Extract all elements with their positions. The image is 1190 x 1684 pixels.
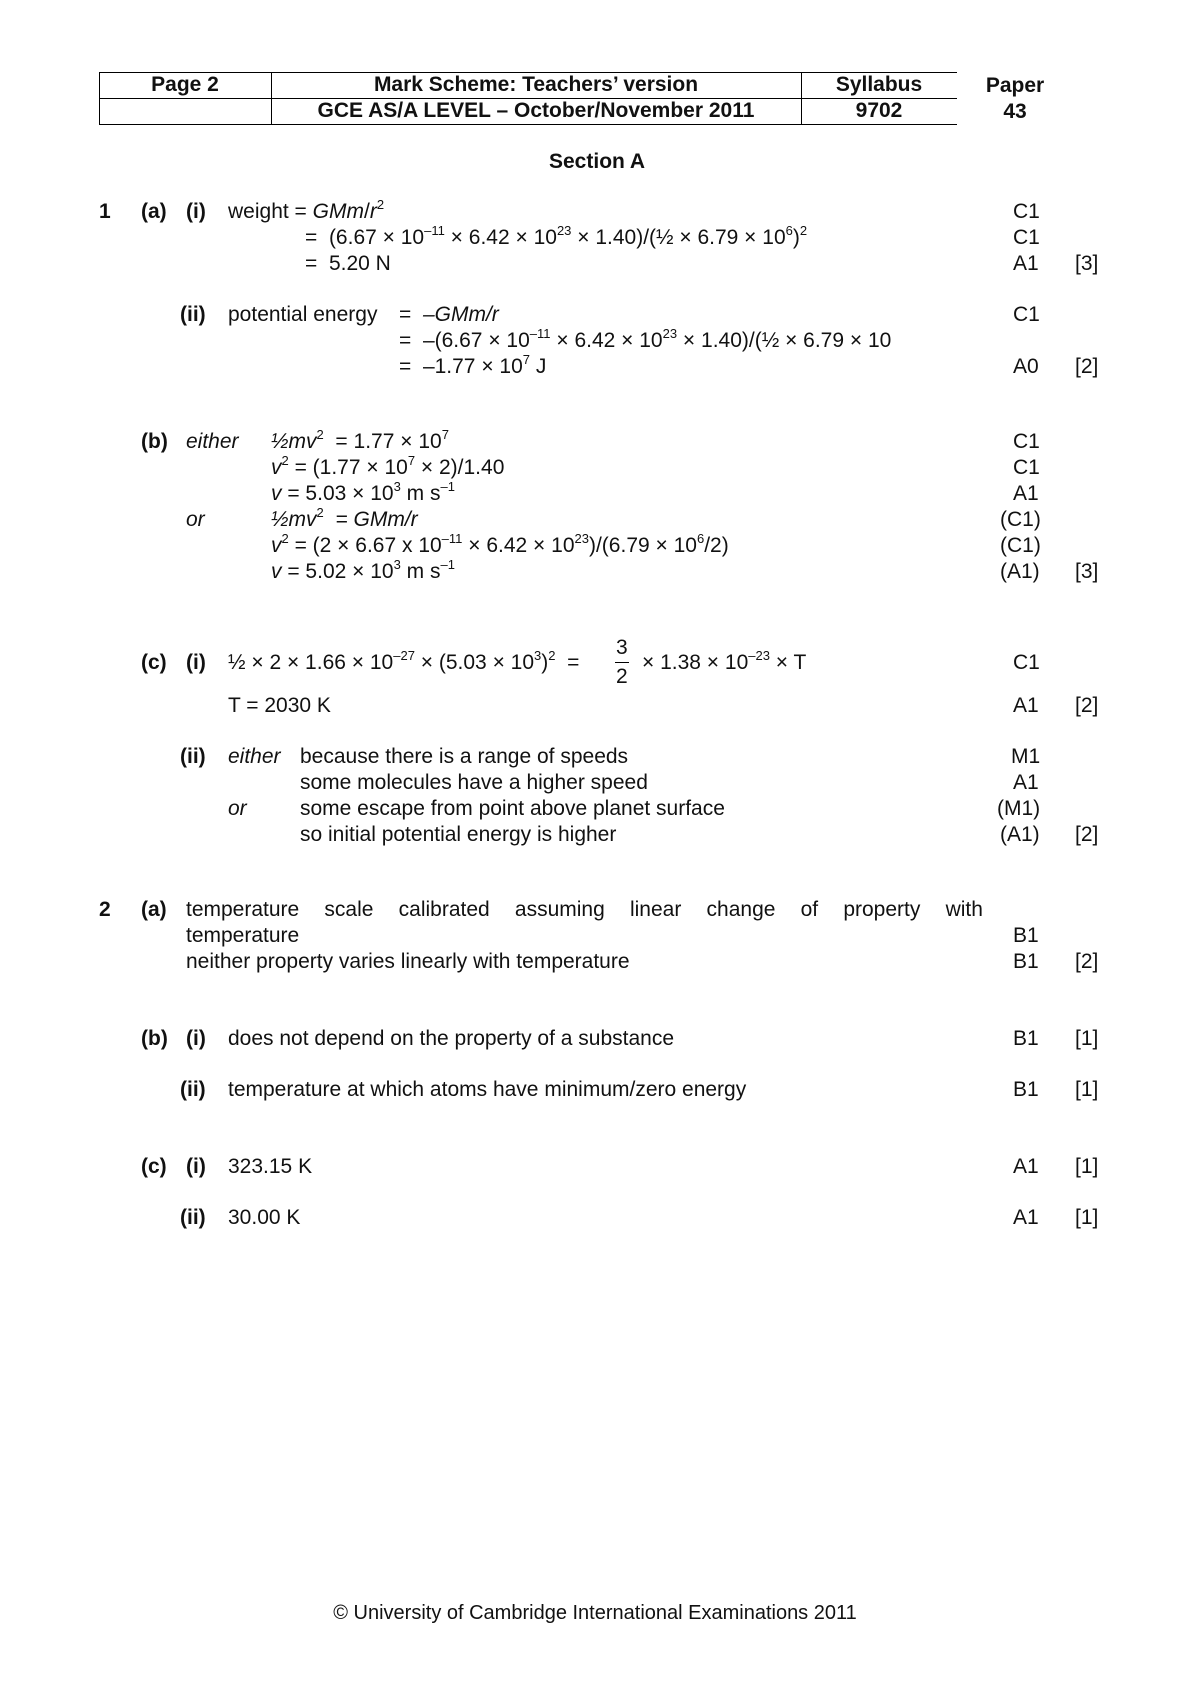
mark: B1: [1013, 1078, 1039, 1101]
section-title: Section A: [549, 150, 646, 173]
q1a-i-label: (i): [186, 200, 206, 223]
mark: B1: [1013, 1027, 1039, 1050]
total-marks: [2]: [1075, 823, 1099, 846]
paper-label: Paper: [985, 74, 1045, 97]
mark: (A1): [1000, 823, 1040, 846]
mark: A1: [1013, 771, 1039, 794]
total-marks: [3]: [1075, 560, 1099, 583]
mark: C1: [1013, 456, 1040, 479]
q1a-ii-label: (ii): [180, 303, 206, 326]
mark: A1: [1013, 252, 1039, 275]
mark: M1: [1011, 745, 1041, 768]
q2c-ii-text: 30.00 K: [228, 1206, 301, 1229]
q1c-ii-line3: some escape from point above planet surface: [300, 797, 725, 820]
mark: A1: [1013, 482, 1039, 505]
total-marks: [3]: [1075, 252, 1099, 275]
total-marks: [1]: [1075, 1206, 1099, 1229]
q1b-line4: $\frac{1}{2}mv^2 = GMm/r$: [271, 505, 418, 531]
total-marks: [2]: [1075, 694, 1099, 717]
mark: (A1): [1000, 560, 1040, 583]
q1b-line6: $v = 5.02 \times 10^3$ m $s^{-1}$: [271, 557, 455, 583]
q1c-i-line1-rhs: × $1.38 \times 10^{-23} \times T$: [642, 648, 807, 674]
syllabus-code: 9702: [855, 99, 903, 122]
q2a-line2: temperature: [186, 924, 300, 947]
header-table: [99, 72, 957, 124]
q1a-ii-pe-label: potential energy: [228, 303, 378, 326]
q1a-i-line1: weight = GMm/$r^2$: [228, 197, 385, 223]
q1b-line1: $\frac{1}{2}mv^2 = 1.77 \times 10^7$: [271, 427, 449, 453]
q1c-i-label: (i): [186, 651, 206, 674]
either-label: either: [228, 745, 281, 768]
either-label: either: [186, 430, 239, 453]
q2b-ii-label: (ii): [180, 1078, 206, 1101]
mark: (C1): [1000, 508, 1041, 531]
q2c-ii-label: (ii): [180, 1206, 206, 1229]
q1a-label: (a): [141, 200, 167, 223]
q1c-ii-line1: because there is a range of speeds: [300, 745, 629, 768]
mark: A1: [1013, 1155, 1039, 1178]
q1c-ii-label: (ii): [180, 745, 206, 768]
page-number: Page 2: [151, 73, 219, 96]
q2b-ii-text: temperature at which atoms have minimum/zero energy: [228, 1078, 747, 1101]
mark: C1: [1013, 430, 1040, 453]
q1b-line5: $v^2 = (2 \times 6.67$ x $10^{-11} \times 6.42 \times 10^{23})/(6.79 \times 10^6/2)$: [271, 531, 729, 557]
question-number-1: 1: [99, 200, 111, 223]
total-marks: [1]: [1075, 1155, 1099, 1178]
or-label: or: [186, 508, 205, 531]
fraction-numerator: 3: [616, 636, 628, 659]
q1a-i-line3: = 5.20 N: [305, 252, 391, 275]
q1a-ii-line1: = –GMm/r: [399, 303, 499, 326]
mark: A1: [1013, 1206, 1039, 1229]
mark: (C1): [1000, 534, 1041, 557]
mark: A1: [1013, 694, 1039, 717]
q1a-i-line2: = ($6.67 \times 10^{-11} \times 6.42 \times 10^{23}$ × 1.40)/(½ × $6.79 \times 10^6)^2$: [305, 223, 808, 249]
q1a-ii-line3: = $-1.77 \times 10^7$ J: [399, 352, 547, 378]
syllabus-label: Syllabus: [835, 73, 923, 96]
total-marks: [1]: [1075, 1027, 1099, 1050]
question-number-2: 2: [99, 898, 111, 921]
total-marks: [2]: [1075, 950, 1099, 973]
q2c-i-label: (i): [186, 1155, 206, 1178]
q1c-ii-line4: so initial potential energy is higher: [300, 823, 617, 846]
q1c-i-line2: T = 2030 K: [228, 694, 331, 717]
q1c-i-line1: ½ × $2 \times 1.66 \times 10^{-27} \times (5.03 \times 10^3)^2$ =: [228, 648, 580, 674]
mark: C1: [1013, 651, 1040, 674]
q1b-line3: $v = 5.03 \times 10^3$ m $s^{-1}$: [271, 479, 455, 505]
q2b-i-label: (i): [186, 1027, 206, 1050]
q2c-label: (c): [141, 1155, 167, 1178]
total-marks: [1]: [1075, 1078, 1099, 1101]
q2a-line3: neither property varies linearly with temperature: [186, 950, 630, 973]
mark: C1: [1013, 200, 1040, 223]
q2c-i-text: 323.15 K: [228, 1155, 313, 1178]
mark: C1: [1013, 226, 1040, 249]
total-marks: [2]: [1075, 355, 1099, 378]
fraction-three-halves: [612, 635, 632, 691]
doc-title: Mark Scheme: Teachers’ version: [373, 73, 699, 96]
or-label: or: [228, 797, 247, 820]
mark: (M1): [997, 797, 1041, 820]
q1c-ii-line2: some molecules have a higher speed: [300, 771, 648, 794]
q1a-ii-line2: = $-(6.67 \times 10^{-11} \times 6.42 \times 10^{23}$ × 1.40)/(½ × 6.79 × 10: [399, 326, 892, 352]
q2b-label: (b): [141, 1027, 168, 1050]
q2a-line1: temperature scale calibrated assuming linear change of property with: [186, 898, 983, 921]
paper-number: 43: [1003, 100, 1027, 123]
mark: A0: [1013, 355, 1039, 378]
q2b-i-text: does not depend on the property of a substance: [228, 1027, 674, 1050]
fraction-bar: [615, 662, 629, 663]
q1b-line2: $v^2 = (1.77 \times 10^7 \times 2)/1.40$: [271, 453, 505, 479]
fraction-denominator: 2: [616, 665, 628, 688]
q1b-label: (b): [141, 430, 168, 453]
footer-copyright: © University of Cambridge International Examinations 2011: [333, 1602, 857, 1624]
q1c-label: (c): [141, 651, 167, 674]
q2a-label: (a): [141, 898, 167, 921]
mark: B1: [1013, 924, 1039, 947]
doc-subtitle: GCE AS/A LEVEL – October/November 2011: [317, 99, 755, 122]
mark: C1: [1013, 303, 1040, 326]
mark: B1: [1013, 950, 1039, 973]
